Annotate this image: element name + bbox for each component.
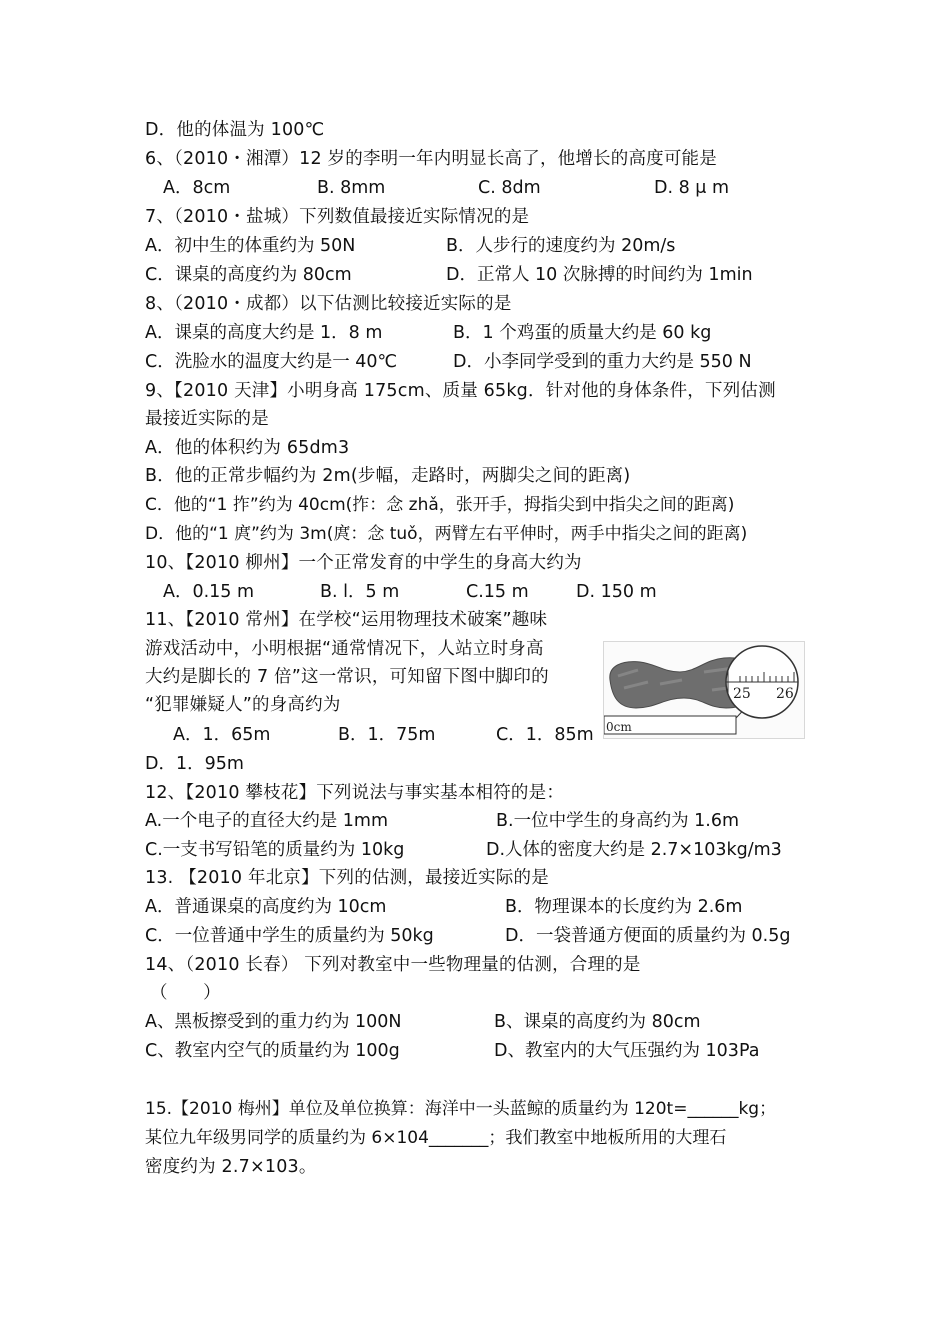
q5-option-d: D．他的体温为 100℃: [145, 120, 325, 140]
magnifier-tick-25: 25: [733, 686, 751, 702]
q8-option-b: B．1 个鸡蛋的质量大约是 60 kg: [453, 323, 712, 343]
q13-option-b: B．物理课本的长度约为 2.6m: [505, 897, 743, 917]
q8-option-c: C．洗脸水的温度大约是一 40℃: [145, 352, 398, 372]
q11-option-c: C．1．85m: [496, 725, 594, 745]
question-15-line3: 密度约为 2.7×103。: [145, 1157, 317, 1177]
question-15-line2: 某位九年级男同学的质量约为 6×104_______；我们教室中地板所用的大理石: [145, 1128, 727, 1148]
q10-option-c: C.15 m: [466, 582, 529, 602]
q9-option-d: D．他的“1 庹”约为 3m(庹：念 tuǒ，两臂左右平伸时，两手中指尖之间的距离): [145, 524, 748, 544]
q10-option-a: A．0.15 m: [163, 582, 255, 602]
q6-option-b: B. 8mm: [317, 178, 386, 198]
q13-option-d: D．一袋普通方便面的质量约为 0.5g: [505, 926, 791, 946]
q11-option-b: B．1．75m: [338, 725, 436, 745]
q11-option-a: A．1．65m: [173, 725, 271, 745]
question-12: 12、【2010 攀枝花】下列说法与事实基本相符的是：: [145, 783, 565, 803]
q14-option-d: D、教室内的大气压强约为 103Pa: [494, 1041, 760, 1061]
question-14: 14、（2010 长春） 下列对教室中一些物理量的估测，合理的是: [145, 955, 641, 975]
ruler-zero-label: 0cm: [606, 720, 632, 734]
q6-option-c: C. 8dm: [478, 178, 541, 198]
q6-option-d: D. 8 μ m: [654, 178, 730, 198]
q7-option-c: C．课桌的高度约为 80cm: [145, 265, 352, 285]
q10-option-b: B. l．5 m: [320, 582, 400, 602]
q9-option-c: C．他的“1 拃”约为 40cm(拃：念 zhǎ，张开手，拇指尖到中指尖之间的距离): [145, 495, 735, 515]
q11-option-d: D．1．95m: [145, 754, 244, 774]
q9-option-b: B．他的正常步幅约为 2m(步幅，走路时，两脚尖之间的距离): [145, 466, 631, 486]
q13-option-c: C．一位普通中学生的质量约为 50kg: [145, 926, 434, 946]
q8-option-d: D．小李同学受到的重力大约是 550 N: [453, 352, 752, 372]
magnifier-tick-26: 26: [776, 686, 794, 702]
q9-option-a: A．他的体积约为 65dm3: [145, 438, 350, 458]
q12-option-b: B.一位中学生的身高约为 1.6m: [496, 811, 740, 831]
q12-option-c: C.一支书写铅笔的质量约为 10kg: [145, 840, 405, 860]
q7-option-a: A．初中生的体重约为 50N: [145, 236, 356, 256]
q7-option-d: D．正常人 10 次脉搏的时间约为 1min: [446, 265, 753, 285]
q8-option-a: A．课桌的高度大约是 1．8 m: [145, 323, 383, 343]
question-15: 15.【2010 梅州】单位及单位换算：海洋中一头蓝鲸的质量约为 120t=______kg；: [145, 1099, 777, 1119]
question-11-line2: 游戏活动中，小明根据“通常情况下，人站立时身高: [145, 639, 544, 659]
question-9-cont: 最接近实际的是: [145, 409, 269, 429]
question-13: 13. 【2010 年北京】下列的估测，最接近实际的是: [145, 868, 549, 888]
q7-option-b: B．人步行的速度约为 20m/s: [446, 236, 676, 256]
question-11-line3: 大约是脚长的 7 倍”这一常识，可知留下图中脚印的: [145, 667, 549, 687]
q14-answer-bracket: （ ）: [150, 983, 221, 1003]
q14-option-c: C、教室内空气的质量约为 100g: [145, 1041, 400, 1061]
question-11: 11、【2010 常州】在学校“运用物理技术破案”趣味: [145, 610, 548, 630]
q12-option-a: A.一个电子的直径大约是 1mm: [145, 811, 389, 831]
footprint-figure: [603, 641, 805, 739]
question-10: 10、【2010 柳州】一个正常发育的中学生的身高大约为: [145, 553, 582, 573]
q13-option-a: A．普通课桌的高度约为 10cm: [145, 897, 387, 917]
question-8: 8、（2010・成都）以下估测比较接近实际的是: [145, 294, 512, 314]
question-11-line4: “犯罪嫌疑人”的身高约为: [145, 695, 341, 715]
question-6: 6、（2010・湘潭）12 岁的李明一年内明显长高了，他增长的高度可能是: [145, 149, 717, 169]
q12-option-d: D.人体的密度大约是 2.7×103kg/m3: [486, 840, 782, 860]
q6-option-a: A．8cm: [163, 178, 231, 198]
q14-option-b: B、课桌的高度约为 80cm: [494, 1012, 701, 1032]
q14-option-a: A、黑板擦受到的重力约为 100N: [145, 1012, 402, 1032]
question-7: 7、（2010・盐城）下列数值最接近实际情况的是: [145, 207, 530, 227]
q10-option-d: D. 150 m: [576, 582, 657, 602]
question-9: 9、【2010 天津】小明身高 175cm、质量 65kg．针对他的身体条件，下列估测: [145, 381, 776, 401]
footprint-ruler-illustration: [604, 642, 804, 738]
